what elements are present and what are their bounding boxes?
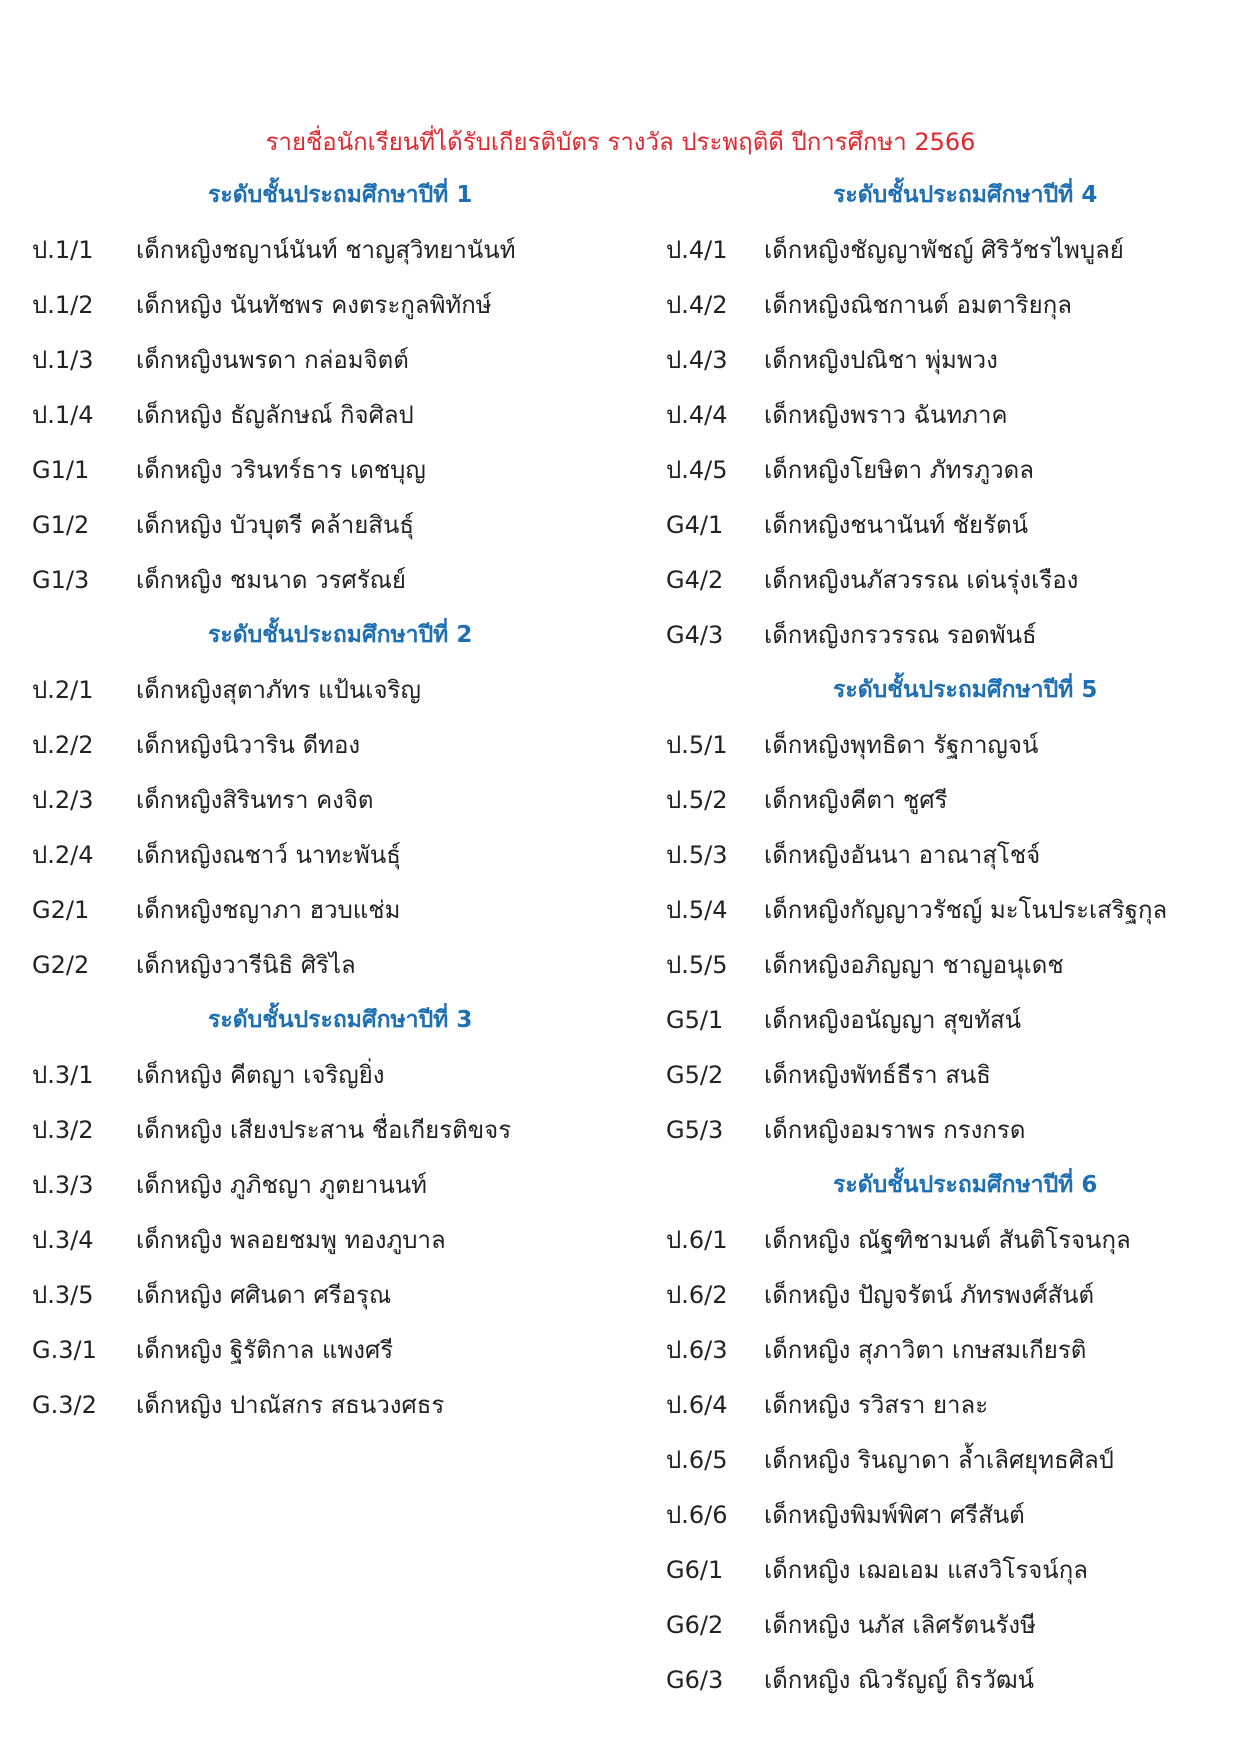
class-code: ป.6/3 [666,1336,728,1364]
student-name: เด็กหญิง ณัฐฑิชามนต์ สันติโรจนกุล [764,1226,1131,1254]
grade-heading: ระดับชั้นประถมศึกษาปีที่ 5 [833,677,1098,703]
student-row [32,938,632,993]
student-row [666,1488,1241,1543]
student-row [32,443,632,498]
student-row [32,773,632,828]
student-row [666,443,1241,498]
student-row [666,1433,1241,1488]
student-row [32,663,632,718]
student-name: เด็กหญิง รวิสรา ยาละ [764,1391,989,1419]
student-row [666,1103,1241,1158]
document-title: รายชื่อนักเรียนที่ได้รับเกียรติบัตร รางวัล ประพฤติดี ปีการศึกษา 2566 [265,128,976,156]
student-row [666,718,1241,773]
student-name: เด็กหญิง ปาณัสกร สธนวงศธร [136,1391,445,1419]
student-name: เด็กหญิงณิชกานต์ อมตาริยกุล [764,291,1072,319]
student-name: เด็กหญิงสุตาภัทร แป้นเจริญ [136,676,421,704]
student-name: เด็กหญิงชญาน์นันท์ ชาญสุวิทยานันท์ [136,236,516,264]
class-code: ป.4/1 [666,236,728,264]
student-row [666,498,1241,553]
class-code: G2/1 [32,896,90,924]
student-name: เด็กหญิง คีตญา เจริญยิ่ง [136,1061,385,1089]
class-code: ป.6/4 [666,1391,728,1419]
student-name: เด็กหญิงวารีนิธิ ศิริไล [136,951,356,979]
student-row [32,333,632,388]
class-code: ป.3/5 [32,1281,94,1309]
student-row [666,1268,1241,1323]
class-code: ป.6/5 [666,1446,728,1474]
student-row [666,278,1241,333]
class-code: G5/3 [666,1116,724,1144]
student-row [666,1543,1241,1598]
student-name: เด็กหญิง ณิวรัญญ์ ถิรวัฒน์ [764,1666,1035,1694]
class-code: ป.3/4 [32,1226,94,1254]
student-name: เด็กหญิงอภิญญา ชาญอนุเดช [764,951,1064,979]
student-name: เด็กหญิงชญาภา ฮวบแช่ม [136,896,401,924]
student-name: เด็กหญิง ธัญลักษณ์ กิจศิลป [136,401,414,429]
grade-heading: ระดับชั้นประถมศึกษาปีที่ 4 [833,182,1098,208]
student-name: เด็กหญิง พลอยชมพู ทองภูบาล [136,1226,446,1254]
class-code: ป.5/3 [666,841,728,869]
class-code: ป.5/1 [666,731,728,759]
student-name: เด็กหญิงปณิชา พุ่มพวง [764,346,998,374]
class-code: G.3/1 [32,1336,97,1364]
class-code: G5/1 [666,1006,724,1034]
student-name: เด็กหญิงอมราพร กรงกรด [764,1116,1026,1144]
student-name: เด็กหญิงพิมพ์พิศา ศรีสันต์ [764,1501,1025,1529]
class-code: ป.1/4 [32,401,94,429]
class-code: ป.6/6 [666,1501,728,1529]
class-code: G2/2 [32,951,90,979]
student-row [32,388,632,443]
student-name: เด็กหญิง นันทัชพร คงตระกูลพิทักษ์ [136,291,492,319]
student-row [32,553,632,608]
student-row [666,223,1241,278]
student-row [666,773,1241,828]
student-row [666,1598,1241,1653]
class-code: G4/3 [666,621,724,649]
class-code: ป.6/1 [666,1226,728,1254]
student-row [32,1103,632,1158]
right-column [666,168,1241,1708]
class-code: ป.5/2 [666,786,728,814]
student-row [666,608,1241,663]
student-row [666,1323,1241,1378]
student-row [32,278,632,333]
student-row [32,1268,632,1323]
student-name: เด็กหญิง บัวบุตรี คล้ายสินธุ์ [136,511,414,539]
class-code: ป.1/2 [32,291,94,319]
student-name: เด็กหญิงอนัญญา สุขทัสน์ [764,1006,1022,1034]
class-code: G1/1 [32,456,90,484]
student-name: เด็กหญิงชัญญาพัชญ์ ศิริวัชรไพบูลย์ [764,236,1124,264]
student-row [666,938,1241,993]
student-row [32,828,632,883]
student-name: เด็กหญิงโยษิตา ภัทรภูวดล [764,456,1034,484]
student-row [32,1158,632,1213]
grade-heading: ระดับชั้นประถมศึกษาปีที่ 2 [208,622,473,648]
student-name: เด็กหญิงคีตา ชูศรี [764,786,948,814]
student-name: เด็กหญิงพราว ฉันทภาค [764,401,1008,429]
class-code: G1/2 [32,511,90,539]
left-column [32,168,632,1433]
class-code: ป.3/3 [32,1171,94,1199]
class-code: ป.2/2 [32,731,94,759]
class-code: ป.2/3 [32,786,94,814]
class-code: ป.5/5 [666,951,728,979]
student-name: เด็กหญิงณชาว์ นาทะพันธุ์ [136,841,401,869]
student-name: เด็กหญิง ภูภิชญา ภูตยานนท์ [136,1171,427,1199]
class-code: G1/3 [32,566,90,594]
class-code: ป.4/2 [666,291,728,319]
student-name: เด็กหญิงนิวาริน ดีทอง [136,731,361,759]
student-name: เด็กหญิงชนานันท์ ชัยรัตน์ [764,511,1028,539]
student-name: เด็กหญิง เสียงประสาน ชื่อเกียรติขจร [136,1116,512,1144]
student-row [666,553,1241,608]
student-name: เด็กหญิงนภัสวรรณ เด่นรุ่งเรือง [764,566,1079,594]
student-name: เด็กหญิงกรวรรณ รอดพันธ์ [764,621,1037,649]
student-name: เด็กหญิงนพรดา กล่อมจิตต์ [136,346,409,374]
class-code: G4/1 [666,511,724,539]
class-code: ป.2/1 [32,676,94,704]
student-row [666,1378,1241,1433]
student-row [32,1213,632,1268]
class-code: G6/1 [666,1556,724,1584]
grade-heading: ระดับชั้นประถมศึกษาปีที่ 3 [208,1007,473,1033]
student-row [666,1653,1241,1708]
student-row [32,223,632,278]
student-row [666,828,1241,883]
student-row [666,333,1241,388]
class-code: ป.1/1 [32,236,94,264]
student-row [666,883,1241,938]
class-code: G6/2 [666,1611,724,1639]
class-code: G5/2 [666,1061,724,1089]
student-name: เด็กหญิงพุทธิดา รัฐกาญจน์ [764,731,1039,759]
class-code: G4/2 [666,566,724,594]
student-name: เด็กหญิง นภัส เลิศรัตนรังษี [764,1611,1036,1639]
student-name: เด็กหญิงสิรินทรา คงจิต [136,786,374,814]
student-row [32,1048,632,1103]
student-name: เด็กหญิง ฐิรัติกาล แพงศรี [136,1336,394,1364]
student-row [666,993,1241,1048]
student-name: เด็กหญิงกัญญาวรัชญ์ มะโนประเสริฐกุล [764,896,1168,924]
student-name: เด็กหญิง สุภาวิตา เกษสมเกียรติ [764,1336,1087,1364]
class-code: G.3/2 [32,1391,97,1419]
student-row [32,883,632,938]
student-name: เด็กหญิง วรินทร์ธาร เดชบุญ [136,456,426,484]
class-code: ป.3/1 [32,1061,94,1089]
student-name: เด็กหญิง ชมนาด วรศรัณย์ [136,566,406,594]
class-code: ป.5/4 [666,896,728,924]
student-row [666,388,1241,443]
student-name: เด็กหญิงพัทธ์ธีรา สนธิ [764,1061,991,1089]
student-row [666,1048,1241,1103]
class-code: ป.3/2 [32,1116,94,1144]
grade-heading: ระดับชั้นประถมศึกษาปีที่ 1 [208,182,473,208]
class-code: ป.4/3 [666,346,728,374]
class-code: ป.6/2 [666,1281,728,1309]
student-name: เด็กหญิง เฌอเอม แสงวิโรจน์กุล [764,1556,1088,1584]
student-name: เด็กหญิง ปัญจรัตน์ ภัทรพงศ์สันต์ [764,1281,1095,1309]
student-row [32,498,632,553]
student-row [32,1378,632,1433]
student-name: เด็กหญิง ศศินดา ศรีอรุณ [136,1281,392,1309]
student-name: เด็กหญิง รินญาดา ล้ำเลิศยุทธศิลป์ [764,1446,1114,1474]
class-code: ป.1/3 [32,346,94,374]
class-code: ป.4/5 [666,456,728,484]
student-name: เด็กหญิงอันนา อาณาสุโชจ์ [764,841,1041,869]
grade-heading: ระดับชั้นประถมศึกษาปีที่ 6 [833,1172,1098,1198]
student-row [666,1213,1241,1268]
class-code: ป.2/4 [32,841,94,869]
class-code: G6/3 [666,1666,724,1694]
student-row [32,718,632,773]
class-code: ป.4/4 [666,401,728,429]
student-row [32,1323,632,1378]
